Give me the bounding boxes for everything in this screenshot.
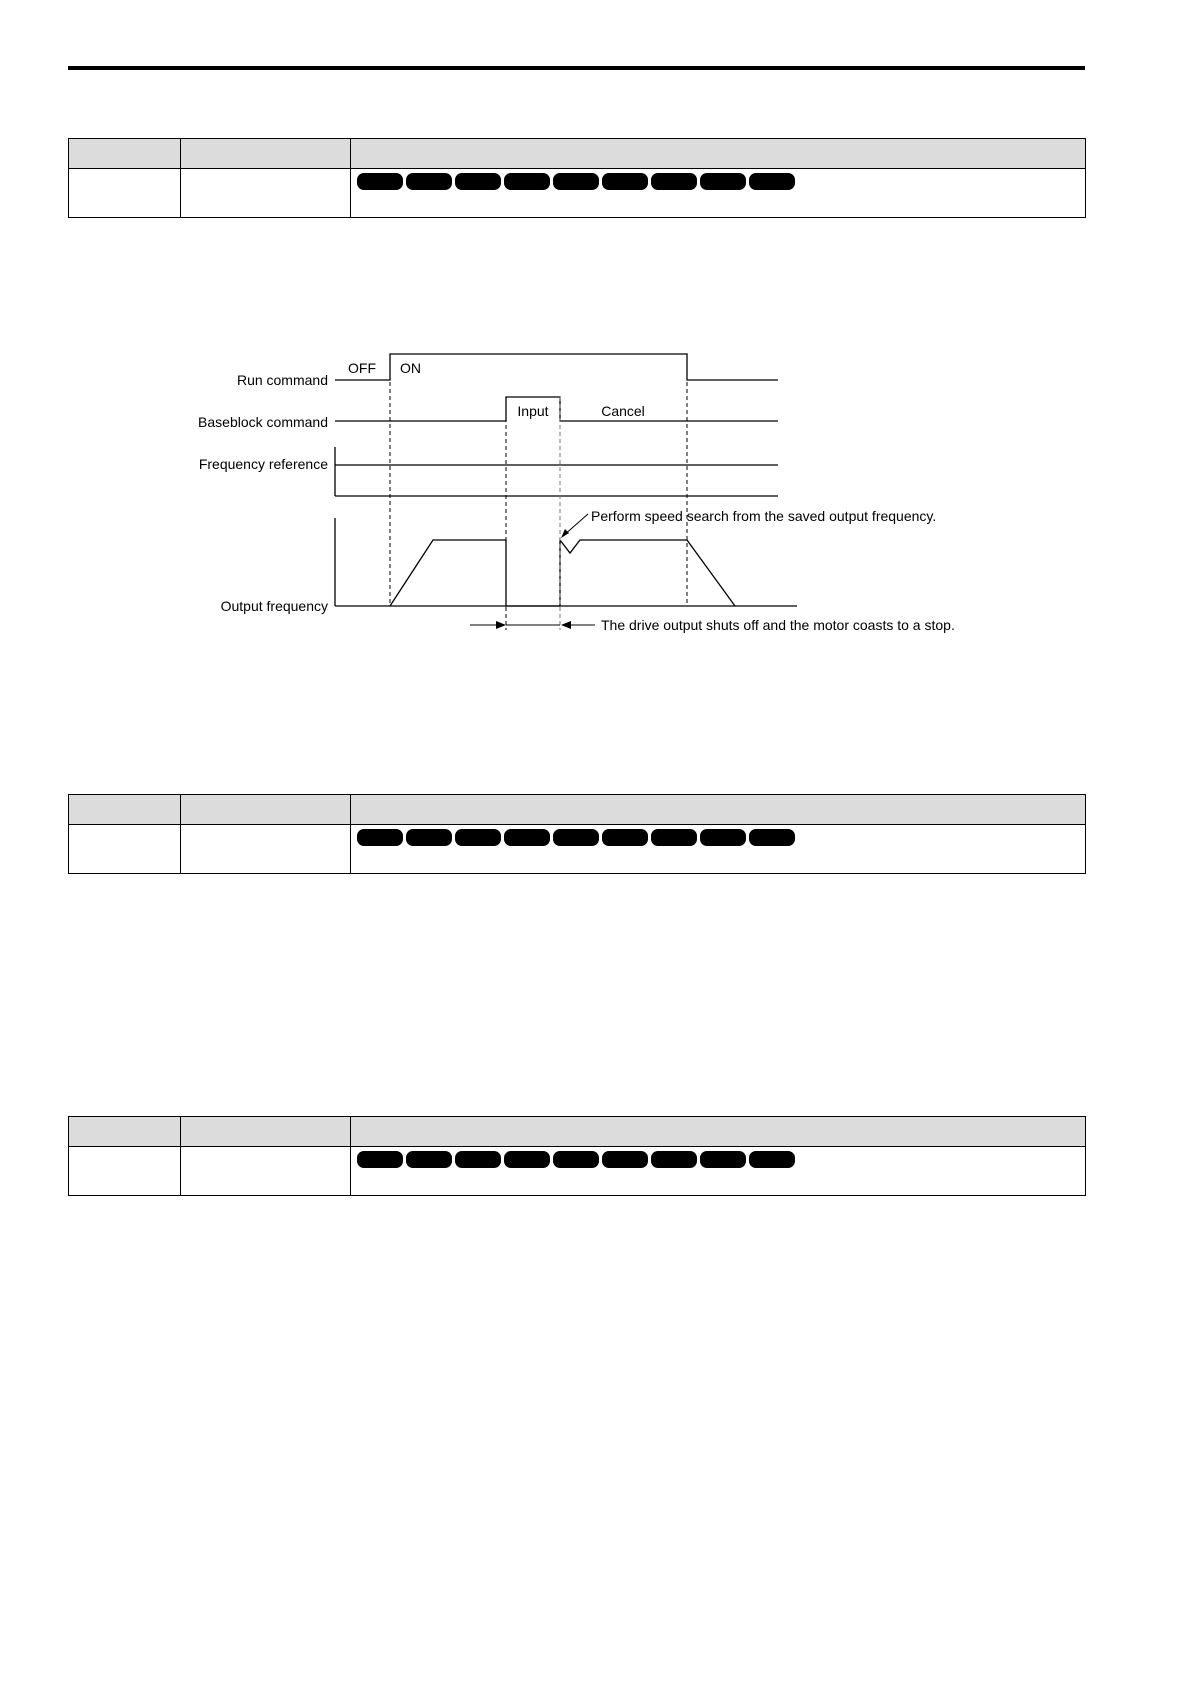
speed-search-arrowhead bbox=[561, 529, 569, 538]
header-cell-no bbox=[69, 795, 181, 825]
body-cell-name bbox=[181, 1147, 351, 1196]
control-mode-badge bbox=[749, 173, 795, 190]
table-header-row bbox=[69, 795, 1086, 825]
control-mode-badge bbox=[651, 1151, 697, 1168]
body-cell-no bbox=[69, 825, 181, 874]
speed-search-annotation: Perform speed search from the saved output frequency. bbox=[591, 508, 937, 524]
body-cell-no bbox=[69, 1147, 181, 1196]
baseblock-timing-chart bbox=[180, 345, 970, 645]
control-mode-badge bbox=[651, 829, 697, 846]
table-header-row bbox=[69, 1117, 1086, 1147]
header-cell-description bbox=[351, 795, 1086, 825]
coast-arrowhead-right bbox=[561, 621, 571, 629]
control-mode-badge bbox=[700, 829, 746, 846]
body-cell-name bbox=[181, 169, 351, 218]
control-mode-badge bbox=[504, 173, 550, 190]
control-mode-badge bbox=[553, 1151, 599, 1168]
table-body-row bbox=[69, 1147, 1086, 1196]
control-mode-badge bbox=[455, 1151, 501, 1168]
control-mode-badge bbox=[553, 173, 599, 190]
table-body-row bbox=[69, 169, 1086, 218]
control-mode-badge bbox=[700, 1151, 746, 1168]
parameter-table-2 bbox=[68, 794, 1086, 874]
table-body-row bbox=[69, 825, 1086, 874]
run-state-on: ON bbox=[400, 360, 421, 376]
control-mode-badge bbox=[700, 173, 746, 190]
label-run-command: Run command bbox=[236, 372, 328, 388]
control-mode-badge bbox=[504, 1151, 550, 1168]
label-frequency-reference: Frequency reference bbox=[198, 456, 328, 472]
control-mode-badge bbox=[602, 173, 648, 190]
control-mode-badge bbox=[406, 173, 452, 190]
body-cell-description bbox=[351, 825, 1086, 874]
control-mode-badge bbox=[455, 829, 501, 846]
body-cell-description bbox=[351, 1147, 1086, 1196]
run-state-off: OFF bbox=[348, 360, 376, 376]
control-mode-badges bbox=[351, 169, 1085, 190]
label-output-frequency: Output frequency bbox=[220, 598, 328, 614]
header-cell-name bbox=[181, 1117, 351, 1147]
control-mode-badge bbox=[357, 829, 403, 846]
coast-arrowhead-left bbox=[496, 621, 506, 629]
header-cell-description bbox=[351, 1117, 1086, 1147]
label-baseblock-command: Baseblock command bbox=[198, 414, 328, 430]
header-cell-no bbox=[69, 1117, 181, 1147]
control-mode-badge bbox=[749, 1151, 795, 1168]
body-cell-description bbox=[351, 169, 1086, 218]
control-mode-badges bbox=[351, 825, 1085, 846]
control-mode-badge bbox=[504, 829, 550, 846]
coast-annotation: The drive output shuts off and the motor coasts to a stop. bbox=[601, 617, 955, 633]
baseblock-command-waveform bbox=[335, 397, 778, 421]
body-cell-no bbox=[69, 169, 181, 218]
control-mode-badge bbox=[602, 1151, 648, 1168]
header-cell-no bbox=[69, 139, 181, 169]
header-cell-name bbox=[181, 139, 351, 169]
baseblock-state-cancel: Cancel bbox=[601, 403, 645, 419]
parameter-table-1 bbox=[68, 138, 1086, 218]
body-cell-name bbox=[181, 825, 351, 874]
control-mode-badge bbox=[406, 829, 452, 846]
header-cell-description bbox=[351, 139, 1086, 169]
table-header-row bbox=[69, 139, 1086, 169]
control-mode-badge bbox=[749, 829, 795, 846]
parameter-table-3 bbox=[68, 1116, 1086, 1196]
control-mode-badge bbox=[651, 173, 697, 190]
top-rule bbox=[68, 66, 1085, 70]
control-mode-badge bbox=[602, 829, 648, 846]
control-mode-badge bbox=[455, 173, 501, 190]
control-mode-badge bbox=[553, 829, 599, 846]
control-mode-badge bbox=[357, 1151, 403, 1168]
output-frequency-waveform bbox=[390, 540, 735, 606]
control-mode-badges bbox=[351, 1147, 1085, 1168]
control-mode-badge bbox=[406, 1151, 452, 1168]
header-cell-name bbox=[181, 795, 351, 825]
baseblock-state-input: Input bbox=[517, 403, 549, 419]
control-mode-badge bbox=[357, 173, 403, 190]
